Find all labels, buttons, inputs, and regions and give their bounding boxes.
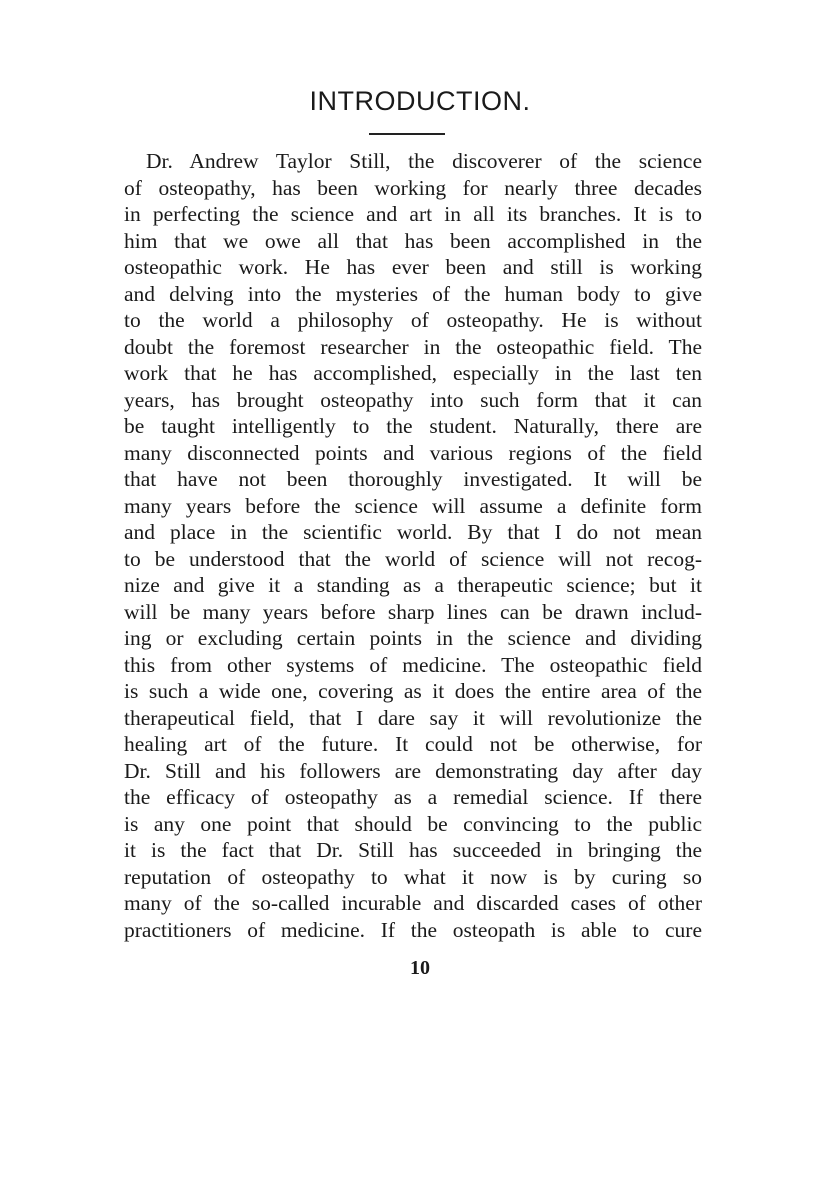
text-line: will be many years before sharp lines can be drawn includ- [124,599,702,624]
text-line: this from other systems of medicine. The osteopathic field [124,652,702,677]
text-line: ing or excluding certain points in the science and dividing [124,626,702,650]
text-line: and place in the scientific world. By that I do not mean [124,520,702,544]
text-line: nize and give it a standing as a therapeutic science; but it [124,573,702,597]
chapter-title: INTRODUCTION. [309,86,531,116]
text-line: to be understood that the world of science will not recog- [124,546,702,571]
text-line: doubt the foremost researcher in the osteopathic field. The [124,334,702,359]
text-line: many years before the science will assume a definite form [124,493,702,518]
text-line: work that he has accomplished, especially in the last ten [124,361,702,385]
text-line: him that we owe all that has been accomplished in the [124,228,702,253]
text-line: healing art of the future. It could not be otherwise, for [124,732,702,756]
text-line: therapeutical field, that I dare say it will revolutionize the [124,705,702,730]
text-line: of osteopathy, has been working for nearly three decades [124,175,702,200]
text-line: is such a wide one, covering as it does the entire area of the [124,679,702,703]
text-line: many disconnected points and various regions of the field [124,440,702,465]
text-line: reputation of osteopathy to what it now is by curing so [124,864,702,889]
text-line: in perfecting the science and art in all its branches. It is to [124,202,702,226]
body-text [124,148,702,943]
text-line: osteopathic work. He has ever been and still is working [124,255,702,279]
text-line: years, has brought osteopathy into such form that it can [124,387,702,412]
text-line: the efficacy of osteopathy as a remedial science. If there [124,785,702,809]
page-number: 10 [410,957,430,979]
title-divider [369,133,445,135]
text-line: that have not been thoroughly investigated. It will be [124,467,702,491]
text-line: Dr. Andrew Taylor Still, the discoverer of the science [146,149,702,173]
text-line: is any one point that should be convincing to the public [124,811,702,836]
text-line: it is the fact that Dr. Still has succeeded in bringing the [124,838,702,862]
text-line: be taught intelligently to the student. Naturally, there are [124,414,702,438]
text-line: to the world a philosophy of osteopathy. He is without [124,308,702,332]
text-line: many of the so-called incurable and discarded cases of other [124,891,702,915]
text-line: Dr. Still and his followers are demonstrating day after day [124,758,702,783]
text-line: and delving into the mysteries of the human body to give [124,281,702,306]
text-line: practitioners of medicine. If the osteopath is able to cure [124,917,702,942]
